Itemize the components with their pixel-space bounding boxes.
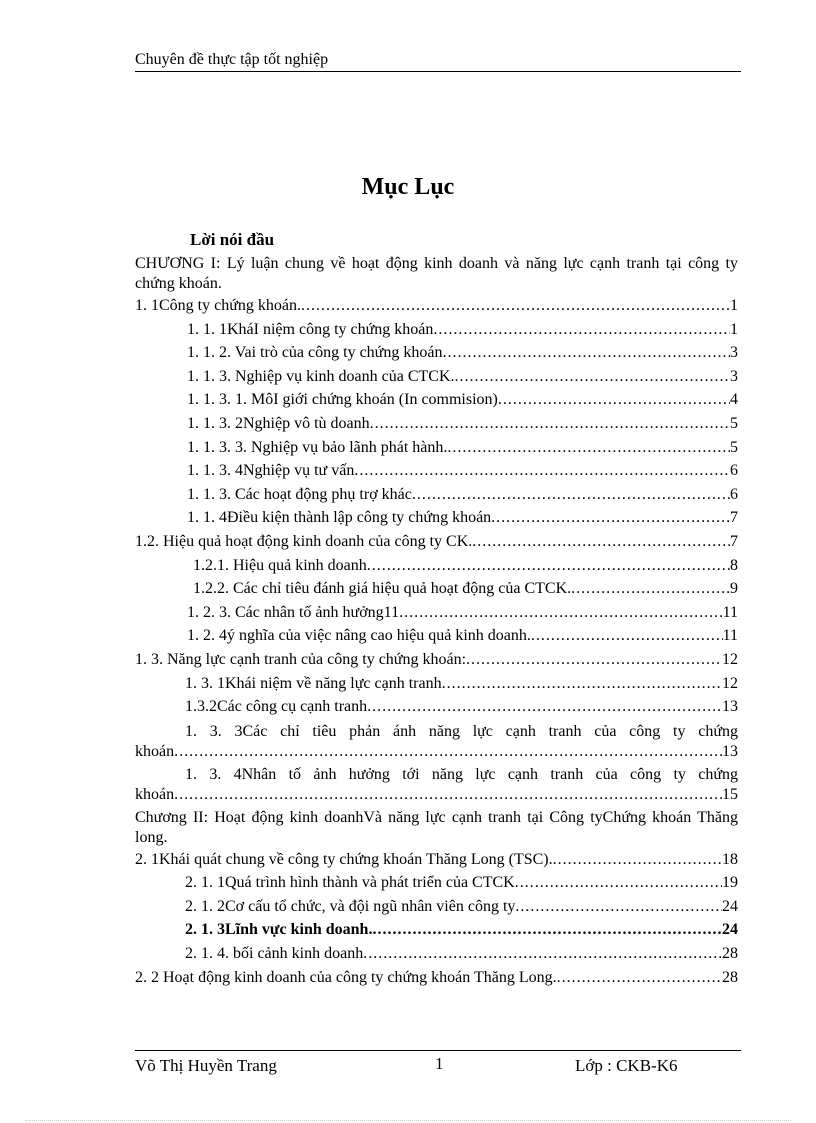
toc-entry: 2. 1Khái quát chung về công ty chứng khoán Thăng Long (TSC). ..... 18: [135, 851, 738, 875]
toc-entry: 1. 1. 4Điều kiện thành lập công ty chứng khoán ..... 7: [135, 509, 738, 533]
toc-entry: 1. 1. 3. 1. MôI giới chứng khoán (In commision) ..... 4: [135, 391, 738, 415]
toc-intro: Lời nói đầu: [190, 230, 275, 249]
toc-entry: 1.2.2. Các chỉ tiêu đánh giá hiệu quả hoạt động của CTCK. ..... 9: [135, 580, 738, 604]
toc-entry: 1. 1. 2. Vai trò của công ty chứng khoán ..... 3: [135, 344, 738, 368]
toc-entry: 2. 1. 3Lĩnh vực kinh doanh. ..... 24: [135, 921, 738, 945]
toc-entry: 1.2.1. Hiệu quả kinh doanh ..... 8: [135, 557, 738, 581]
toc-chapter-1: CHƯƠNG I: Lý luận chung về hoạt động kinh doanh và năng lực cạnh tranh tại công ty chứng khoán.: [135, 255, 738, 292]
toc-entry: 1. 1. 3. Nghiệp vụ kinh doanh của CTCK. ..... 3: [135, 368, 738, 392]
toc-entry: 1. 1Công ty chứng khoán. ..... 1: [135, 297, 738, 321]
footer-class: Lớp : CKB-K6: [575, 1056, 678, 1075]
toc-entry: 1.3.2Các công cụ cạnh tranh ..... 13: [135, 698, 738, 722]
table-of-contents: [135, 254, 738, 992]
toc-entry-wrapped: 1. 3. 3Các chỉ tiêu phản ánh năng lực cạnh tranh của công ty chứng khoán ..... 13: [135, 722, 738, 762]
page-footer: [135, 1050, 741, 1075]
header-text: Chuyên đề thực tập tốt nghiệp: [135, 51, 329, 68]
toc-entry: 1. 1. 1KháI niệm công ty chứng khoán ..... 1: [135, 321, 738, 345]
toc-entry: 1. 1. 3. 3. Nghiệp vụ bảo lãnh phát hành. ..... 5: [135, 439, 738, 463]
toc-entry: 2. 1. 1Quá trình hình thành và phát triển của CTCK ..... 19: [135, 874, 738, 898]
page-title: Mục Lục: [361, 174, 455, 200]
toc-entry: 1. 3. Năng lực cạnh tranh của công ty chứng khoán: ..... 12: [135, 651, 738, 675]
toc-entry: 1. 1. 3. 2Nghiệp vô tù doanh ..... 5: [135, 415, 738, 439]
toc-entry: 1. 2. 4ý nghĩa của việc nâng cao hiệu quả kinh doanh. ..... 11: [135, 627, 738, 651]
footer-author: Võ Thị Huyền Trang: [135, 1056, 277, 1075]
toc-entry: 2. 1. 2Cơ cấu tổ chức, và đội ngũ nhân viên công ty ..... 24: [135, 898, 738, 922]
toc-entry: 1. 1. 3. 4Nghiệp vụ tư vấn ..... 6: [135, 462, 738, 486]
toc-entry: 1. 1. 3. Các hoạt động phụ trợ khác ..... 6: [135, 486, 738, 510]
toc-entry-wrapped: 1. 3. 4Nhân tố ảnh hưởng tới năng lực cạnh tranh của công ty chứng khoán ..... 15: [135, 765, 738, 805]
toc-entry: 1. 3. 1Khái niệm về năng lực cạnh tranh ..... 12: [135, 675, 738, 699]
footer-page-number: 1: [435, 1054, 444, 1073]
toc-entry: 1.2. Hiệu quả hoạt động kinh doanh của công ty CK. ..... 7: [135, 533, 738, 557]
toc-entry: 2. 2 Hoạt động kinh doanh của công ty chứng khoán Thăng Long. ..... 28: [135, 969, 738, 993]
toc-entry: 1. 2. 3. Các nhân tố ảnh hưởng11 ..... 11: [135, 604, 738, 628]
toc-entry: 2. 1. 4. bối cảnh kinh doanh ..... 28: [135, 945, 738, 969]
page-edge-divider: [25, 1120, 791, 1121]
toc-chapter-2: Chương II: Hoạt động kinh doanhVà năng lực cạnh tranh tại Công tyChứng khoán Thăng long.: [135, 808, 738, 846]
page-header: [135, 50, 741, 72]
